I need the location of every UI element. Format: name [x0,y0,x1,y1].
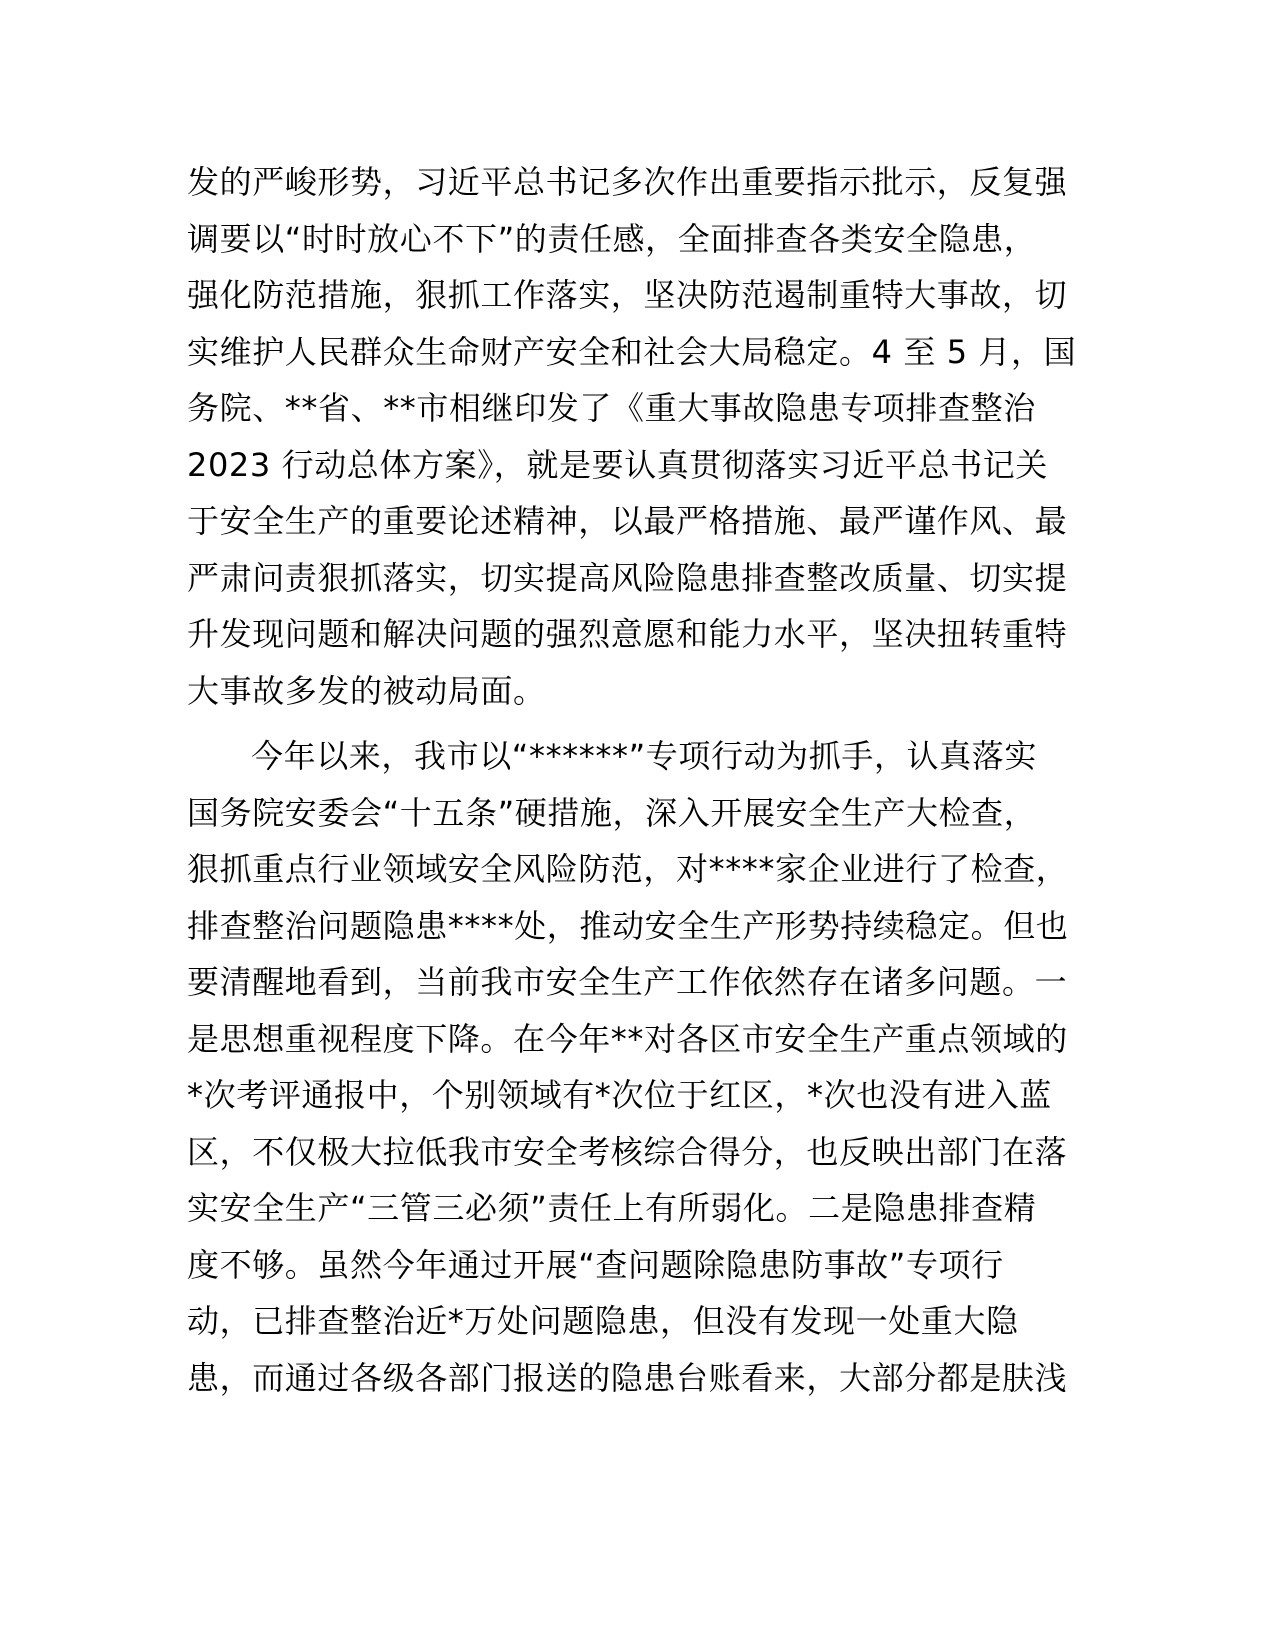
text-line: 要清醒地看到，当前我市安全生产工作依然存在诸多问题。一 [187,963,1068,1001]
text-line: 是思想重视程度下降。在今年**对各区市安全生产重点领域的 [187,1019,1068,1058]
text-line: 实维护人民群众生命财产安全和社会大局稳定。4 至 5 月，国 [187,332,1077,371]
text-line: 区，不仅极大拉低我市安全考核综合得分，也反映出部门在落 [187,1132,1068,1171]
text-line: 排查整治问题隐患****处，推动安全生产形势持续稳定。但也 [187,906,1069,945]
text-line: 调要以“时时放心不下”的责任感，全面排查各类安全隐患， [187,219,1037,258]
text-line: 严肃问责狠抓落实，切实提高风险隐患排查整改质量、切实提 [187,558,1068,597]
text-line: 于安全生产的重要论述精神，以最严格措施、最严谨作风、最 [187,502,1068,540]
text-line: 国务院安委会“十五条”硬措施，深入开展安全生产大检查， [187,793,1037,832]
text-line: 实安全生产“三管三必须”责任上有所弱化。二是隐患排查精 [187,1189,1037,1227]
text-line: 强化防范措施，狠抓工作落实，坚决防范遏制重特大事故，切 [187,276,1068,314]
text-line: 度不够。虽然今年通过开展“查问题除隐患防事故”专项行 [187,1245,1004,1284]
text-line: 大事故多发的被动局面。 [187,671,546,710]
text-line: *次考评通报中，个别领域有*次位于红区，*次也没有进入蓝 [187,1076,1052,1114]
text-line: 今年以来，我市以“******”专项行动为抓手，认真落实 [251,737,1037,775]
text-line: 升发现问题和解决问题的强烈意愿和能力水平，坚决扭转重特 [187,615,1068,653]
text-line: 务院、**省、**市相继印发了《重大事故隐患专项排查整治 [187,389,1036,427]
text-line: 狠抓重点行业领域安全风险防范，对****家企业进行了检查， [187,850,1069,888]
document-body [187,154,1092,1406]
paragraph-spacer [187,719,1092,728]
paragraph-2 [187,728,1092,1406]
text-line: 2023 行动总体方案》，就是要认真贯彻落实习近平总书记关 [187,445,1049,484]
text-line: 患，而通过各级各部门报送的隐患台账看来，大部分都是肤浅 [187,1358,1068,1397]
text-line: 发的严峻形势，习近平总书记多次作出重要指示批示，反复强 [187,163,1068,201]
paragraph-1 [187,154,1092,719]
text-line: 动，已排查整治近*万处问题隐患，但没有发现一处重大隐 [187,1302,1019,1340]
